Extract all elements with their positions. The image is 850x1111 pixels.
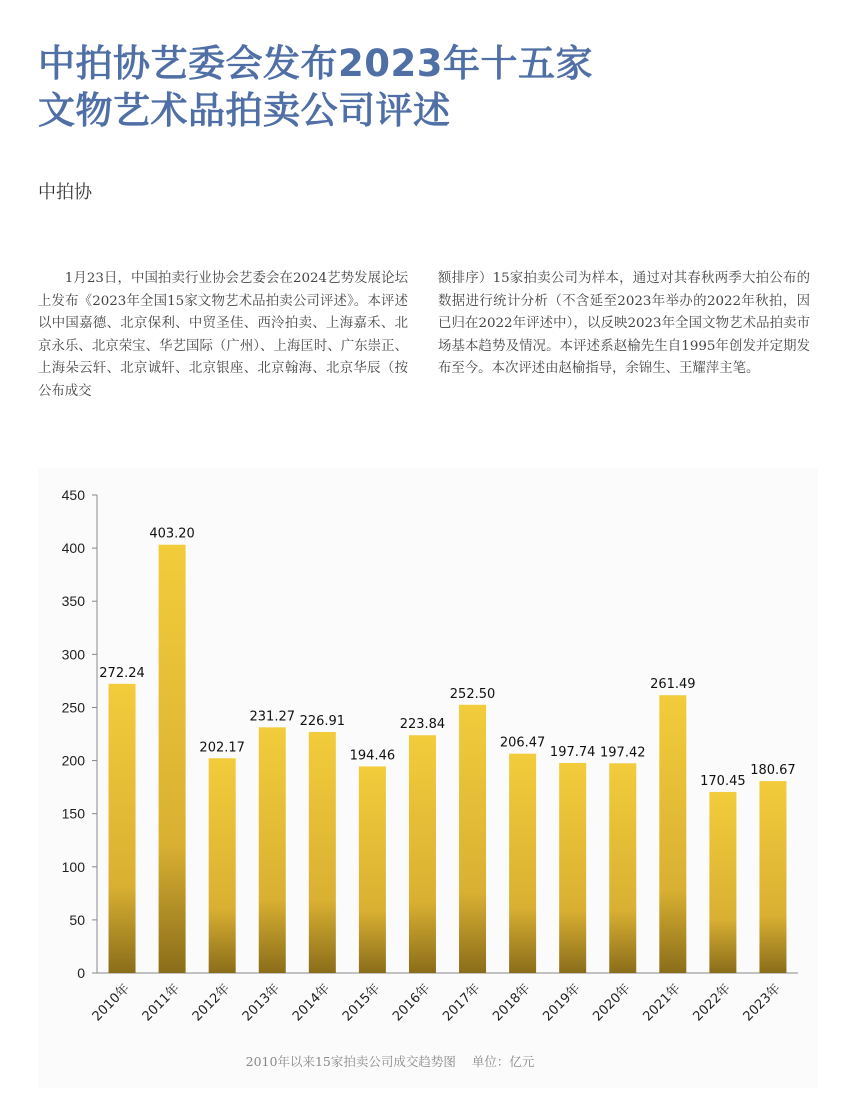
y-tick-label: 0 (77, 965, 85, 981)
article-author: 中拍协 (38, 182, 92, 203)
bar (709, 792, 736, 973)
bar (609, 763, 636, 973)
chart-caption (0, 1052, 780, 1070)
x-tick-label: 2020年 (590, 981, 634, 1025)
article-title-line1: 中拍协艺委会发布2023年十五家 (38, 42, 593, 85)
data-label: 194.46 (349, 748, 396, 764)
bar-chart (38, 468, 818, 1088)
x-tick-label: 2012年 (189, 981, 234, 1025)
bar (109, 684, 136, 973)
chart-caption-text: 2010年以来15家拍卖公司成交趋势图 (245, 1054, 456, 1069)
article-column-right (438, 268, 810, 381)
x-tick-label: 2021年 (640, 981, 684, 1025)
data-label: 197.42 (600, 745, 646, 761)
x-tick-label: 2015年 (340, 981, 384, 1025)
data-label: 272.24 (99, 665, 145, 681)
chart-caption-unit: 单位：亿元 (471, 1054, 535, 1069)
data-label: 223.84 (399, 717, 446, 733)
x-tick-label: 2019年 (540, 981, 584, 1025)
data-label: 252.50 (449, 686, 496, 702)
data-label: 180.67 (750, 763, 796, 779)
y-tick-label: 200 (61, 752, 85, 769)
x-tick-label: 2016年 (390, 981, 434, 1025)
y-tick-label: 350 (61, 593, 85, 610)
data-label: 261.49 (650, 677, 696, 693)
article-title (38, 40, 818, 134)
bar (509, 754, 536, 973)
y-tick-label: 100 (61, 858, 85, 875)
x-tick-label: 2022年 (690, 981, 734, 1025)
data-label: 197.74 (549, 744, 596, 760)
x-tick-label: 2011年 (139, 981, 183, 1025)
data-label: 231.27 (249, 709, 295, 725)
bar (759, 781, 786, 973)
y-tick-label: 400 (61, 540, 85, 557)
article-column-left (38, 268, 408, 404)
bar (459, 705, 486, 973)
data-label: 206.47 (499, 735, 546, 751)
x-tick-label: 2013年 (239, 981, 284, 1025)
data-label: 403.20 (149, 526, 195, 542)
y-tick-label: 450 (61, 487, 85, 503)
y-tick-label: 150 (61, 805, 85, 822)
bar (309, 732, 336, 973)
bar (559, 763, 586, 973)
bar-chart-svg (38, 468, 818, 1048)
data-label: 170.45 (700, 773, 746, 789)
data-label: 226.91 (299, 713, 346, 729)
article-paragraph-2: 额排序）15家拍卖公司为样本，通过对其春秋两季大拍公布的数据进行统计分析（不含延至2023年举办的2022年秋拍，因已归在2022年评述中），以反映2023年全国文物艺术品拍卖市场基本趋势及情况。本评述系赵榆先生自1995年创发并定期发布至今。本次评述由赵榆指导，余锦生、王耀萍主笔。 (438, 271, 810, 377)
data-label: 202.17 (199, 740, 245, 756)
x-tick-label: 2010年 (89, 981, 133, 1025)
bar (259, 727, 286, 973)
bar (209, 758, 236, 973)
article-title-line2: 文物艺术品拍卖公司评述 (38, 89, 451, 132)
x-tick-label: 2023年 (740, 981, 784, 1025)
y-tick-label: 250 (61, 699, 85, 716)
article-paragraph-1: 1月23日，中国拍卖行业协会艺委会在2024艺势发展论坛上发布《2023年全国15家文物艺术品拍卖公司评述》。本评述以中国嘉德、北京保利、中贸圣佳、西泠拍卖、上海嘉禾、北京永乐、北京荣宝、华艺国际（广州）、上海匡时、广东崇正、上海朵云轩、北京诚轩、北京银座、北京翰海、北京华辰（按公布成交 (38, 271, 408, 399)
x-tick-label: 2017年 (440, 981, 484, 1025)
bar (659, 695, 686, 973)
x-tick-label: 2018年 (490, 981, 534, 1025)
bar (159, 545, 186, 973)
bar (409, 735, 436, 973)
y-tick-label: 50 (69, 911, 85, 928)
bar (359, 766, 386, 973)
x-tick-label: 2014年 (289, 981, 334, 1025)
y-tick-label: 300 (61, 646, 85, 663)
